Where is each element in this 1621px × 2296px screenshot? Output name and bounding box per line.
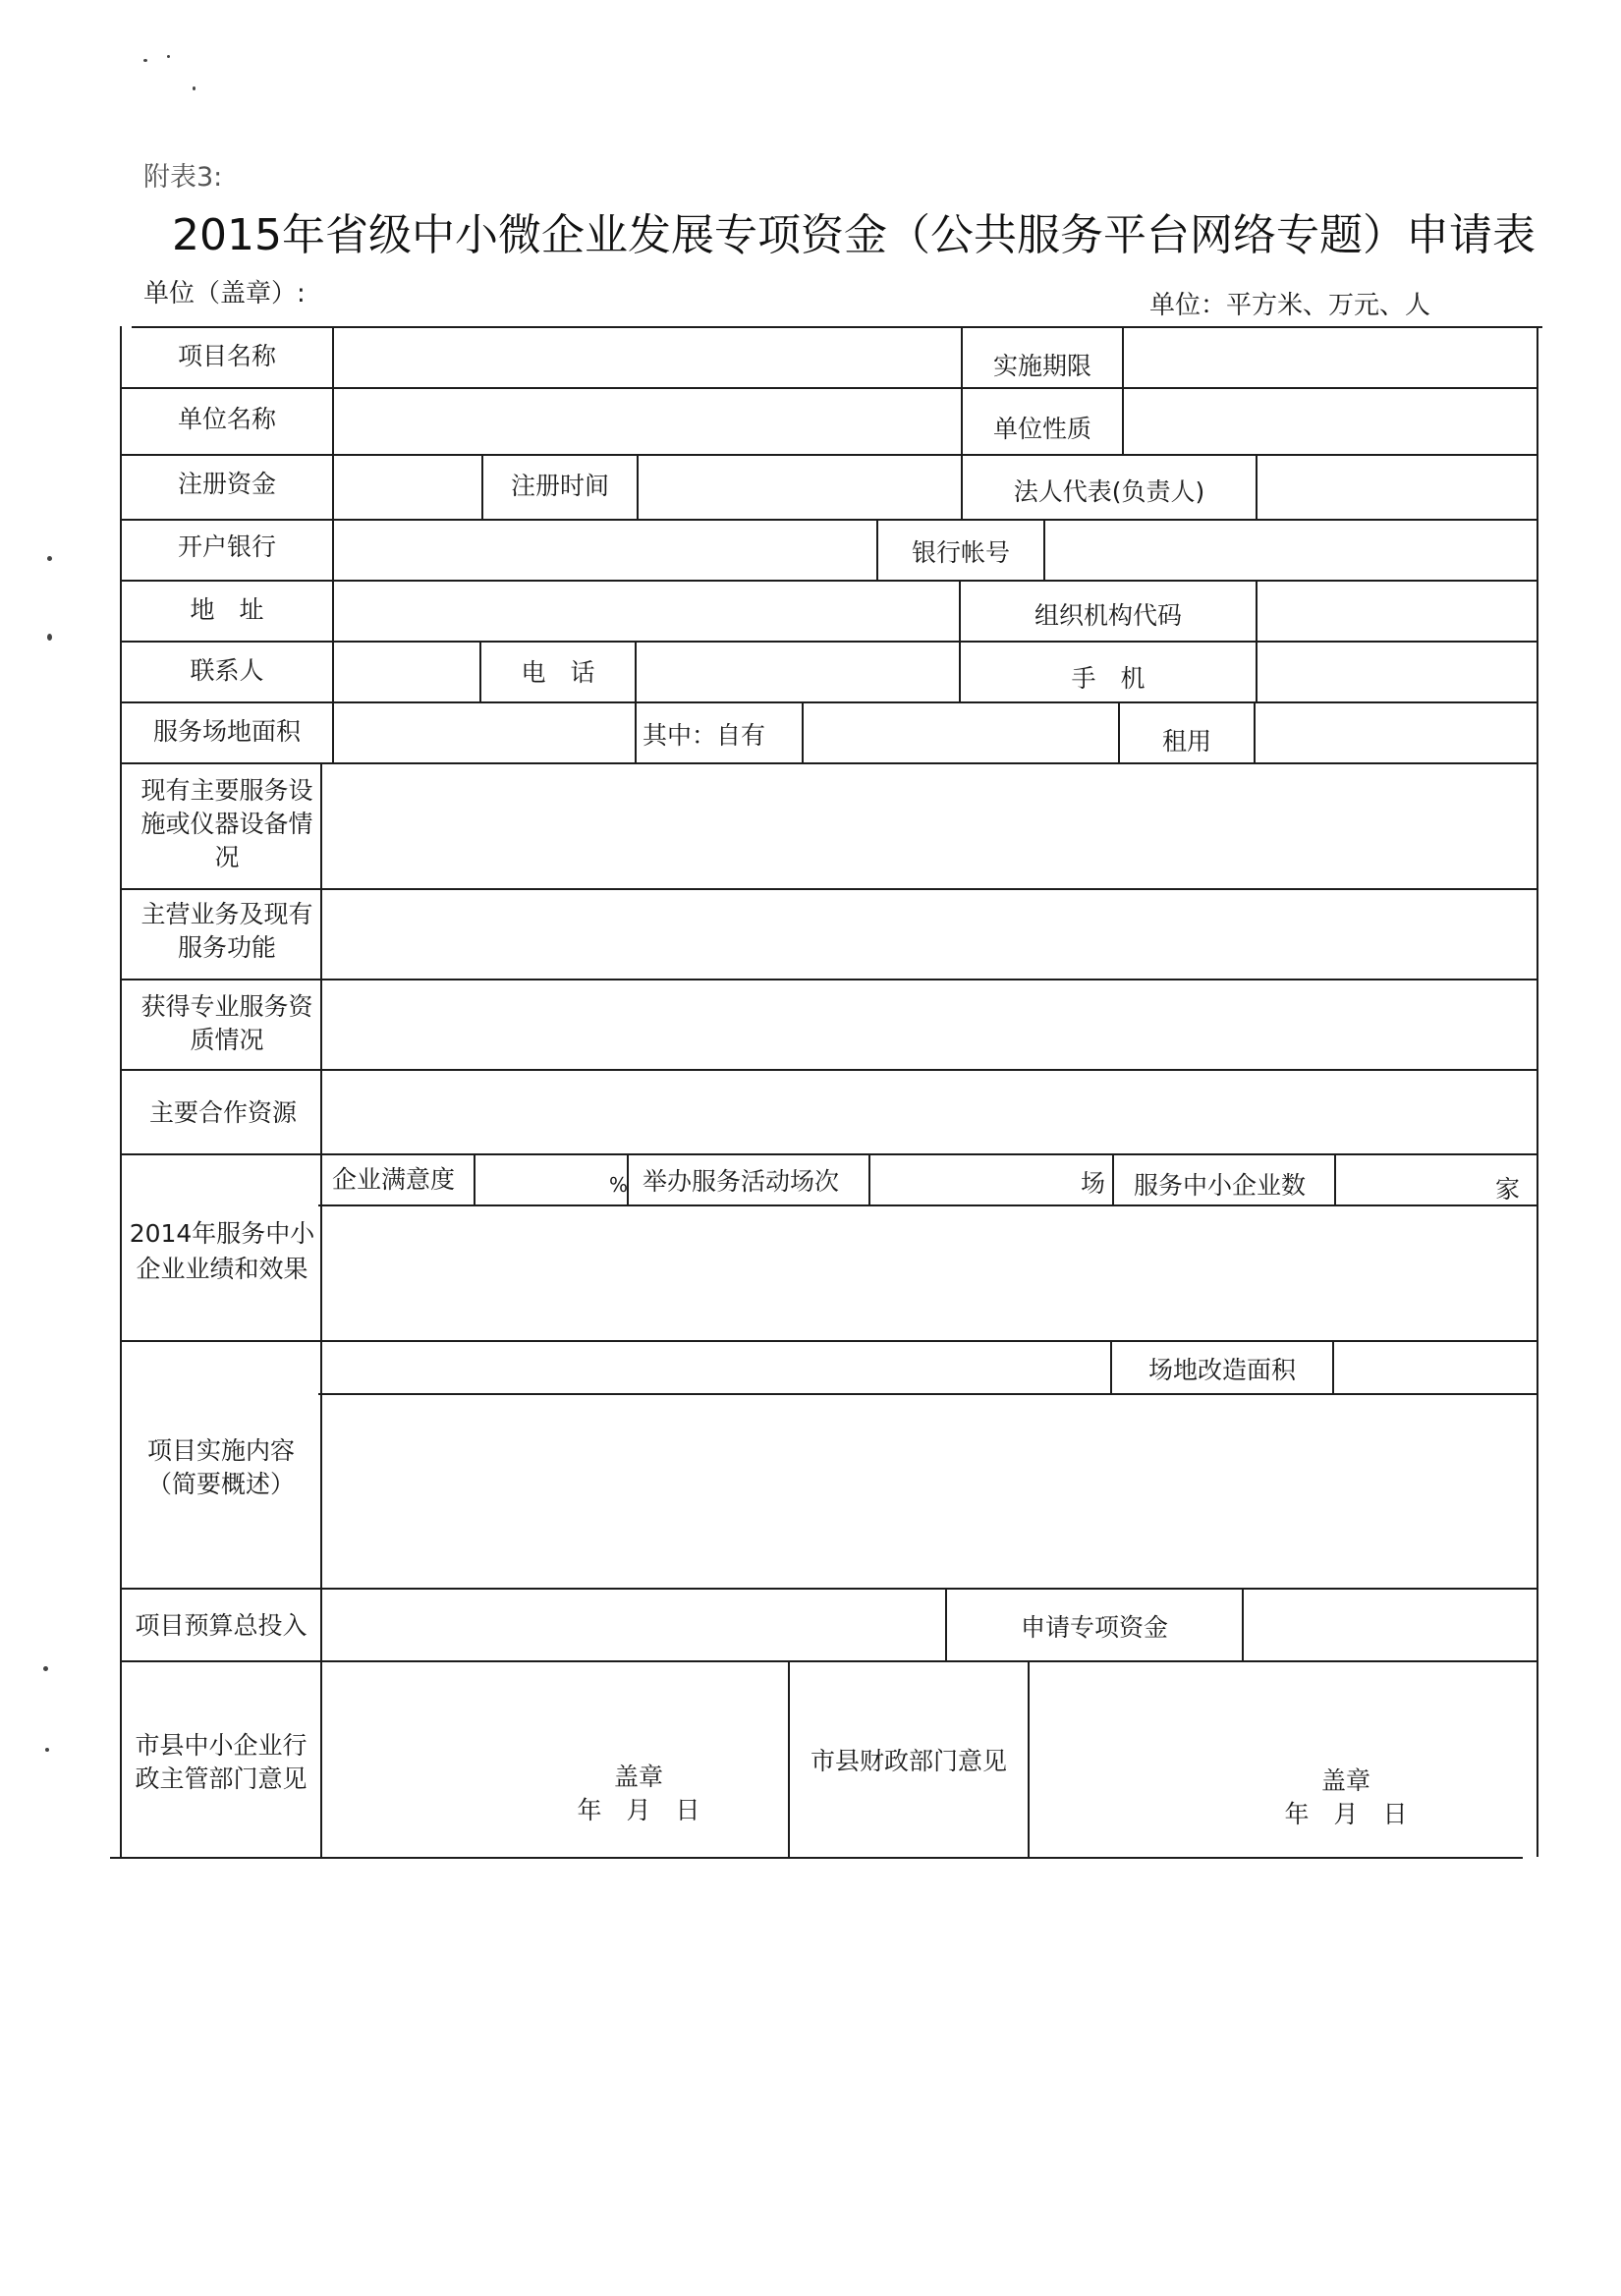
budget-label: 项目预算总投入 (135, 1611, 307, 1640)
cell-divider (1256, 454, 1258, 519)
dept-date-label: 年 月 日 (577, 1796, 700, 1824)
contact-label: 联系人 (190, 656, 264, 685)
row-line (120, 1660, 1537, 1662)
row-line (120, 1153, 1537, 1155)
row-line (120, 762, 1537, 764)
rent-area-label: 租用 (1161, 727, 1211, 756)
events-label: 举办服务活动场次 (643, 1167, 840, 1196)
org-name-label: 单位名称 (177, 405, 276, 433)
dept-opinion-line: 政主管部门意见 (135, 1764, 307, 1793)
partners-label: 主要合作资源 (148, 1098, 297, 1127)
account-label: 银行帐号 (911, 538, 1010, 567)
satisfaction-label: 企业满意度 (332, 1165, 456, 1194)
phone-label: 电 话 (521, 658, 595, 687)
cell-divider (802, 701, 804, 762)
form-title: 2015年省级中小微企业发展专项资金（公共服务平台网络专题）申请表 (172, 210, 1536, 260)
cell-divider (1256, 641, 1258, 701)
cell-divider (1254, 701, 1256, 762)
period-label: 实施期限 (992, 352, 1091, 380)
cell-divider (1332, 1340, 1334, 1393)
scan-speck (47, 556, 52, 561)
row-line (120, 1069, 1537, 1071)
cell-divider (1242, 1588, 1244, 1660)
content-label (122, 1434, 320, 1501)
cell-divider (1043, 519, 1045, 580)
apply-funds-label: 申请专项资金 (1020, 1613, 1168, 1642)
table-border-top (132, 326, 1542, 328)
attachment-label: 附表3: (143, 162, 223, 193)
cell-divider (637, 454, 639, 519)
dept-opinion-label (122, 1729, 320, 1796)
business-label-line: 服务功能 (177, 933, 276, 962)
service-area-label: 服务场地面积 (152, 717, 301, 746)
bank-label: 开户银行 (177, 532, 276, 561)
scan-speck (143, 59, 147, 62)
reg-time-label: 注册时间 (510, 472, 609, 500)
equipment-label-line: 况 (214, 843, 240, 871)
cell-divider (1028, 1660, 1030, 1857)
cell-divider (1334, 1153, 1336, 1204)
scan-speck (43, 1666, 48, 1671)
renovation-label: 场地改造面积 (1147, 1356, 1296, 1384)
project-name-label: 项目名称 (177, 342, 276, 370)
reg-capital-label: 注册资金 (177, 470, 276, 498)
events-unit: 场 (1081, 1169, 1106, 1198)
row-line (120, 1340, 1537, 1342)
unit-stamp-label: 单位（盖章）: (143, 279, 306, 308)
served-unit: 家 (1495, 1175, 1521, 1204)
cell-divider (635, 641, 637, 701)
percent-unit: % (609, 1173, 629, 1197)
business-label (122, 898, 332, 965)
equipment-label-line: 现有主要服务设 (140, 776, 313, 805)
cell-divider (1112, 1153, 1114, 1204)
qualification-label-line: 获得专业服务资 (140, 992, 313, 1021)
scan-speck (47, 634, 52, 641)
label-column-divider (332, 326, 334, 762)
scan-speck (45, 1748, 49, 1752)
org-nature-label: 单位性质 (992, 415, 1091, 443)
row-line (120, 979, 1537, 980)
legal-rep-label: 法人代表(负责人) (1013, 477, 1205, 506)
scan-speck (167, 55, 170, 58)
equipment-label-line: 施或仪器设备情 (140, 810, 313, 838)
cell-divider (474, 1153, 475, 1204)
finance-date-label: 年 月 日 (1284, 1800, 1408, 1828)
qualification-label (122, 990, 332, 1057)
content-label-line: （简要概述） (146, 1470, 295, 1498)
own-area-label: 其中：自有 (643, 721, 766, 750)
unit-note: 单位：平方米、万元、人 (1149, 291, 1431, 320)
dept-opinion-line: 市县中小企业行 (135, 1731, 307, 1760)
cell-divider (868, 1153, 870, 1204)
cell-divider (1122, 326, 1124, 454)
table-border-bottom (110, 1857, 1523, 1859)
served-label: 服务中小企业数 (1134, 1171, 1307, 1200)
cell-divider (1256, 580, 1258, 641)
results-label-line: 企业业绩和效果 (136, 1255, 308, 1283)
row-line (318, 1393, 1537, 1395)
qualification-label-line: 质情况 (190, 1026, 264, 1054)
row-line (120, 888, 1537, 890)
table-border-right (1537, 326, 1538, 1857)
content-label-line: 项目实施内容 (146, 1436, 295, 1465)
row-line (318, 1204, 1537, 1206)
results-label-line: 2014年服务中小 (129, 1219, 315, 1248)
row-line (120, 1588, 1537, 1590)
equipment-label (122, 774, 332, 874)
address-label: 地 址 (190, 595, 264, 624)
scan-speck (193, 86, 196, 90)
business-label-line: 主营业务及现有 (140, 900, 313, 928)
dept-seal-label: 盖章 (613, 1763, 663, 1791)
finance-seal-label: 盖章 (1320, 1766, 1370, 1795)
mobile-label: 手 机 (1071, 664, 1146, 693)
cell-divider (635, 701, 637, 762)
finance-opinion-label: 市县财政部门意见 (810, 1747, 1007, 1775)
results-label (122, 1216, 322, 1287)
org-code-label: 组织机构代码 (1034, 601, 1182, 630)
